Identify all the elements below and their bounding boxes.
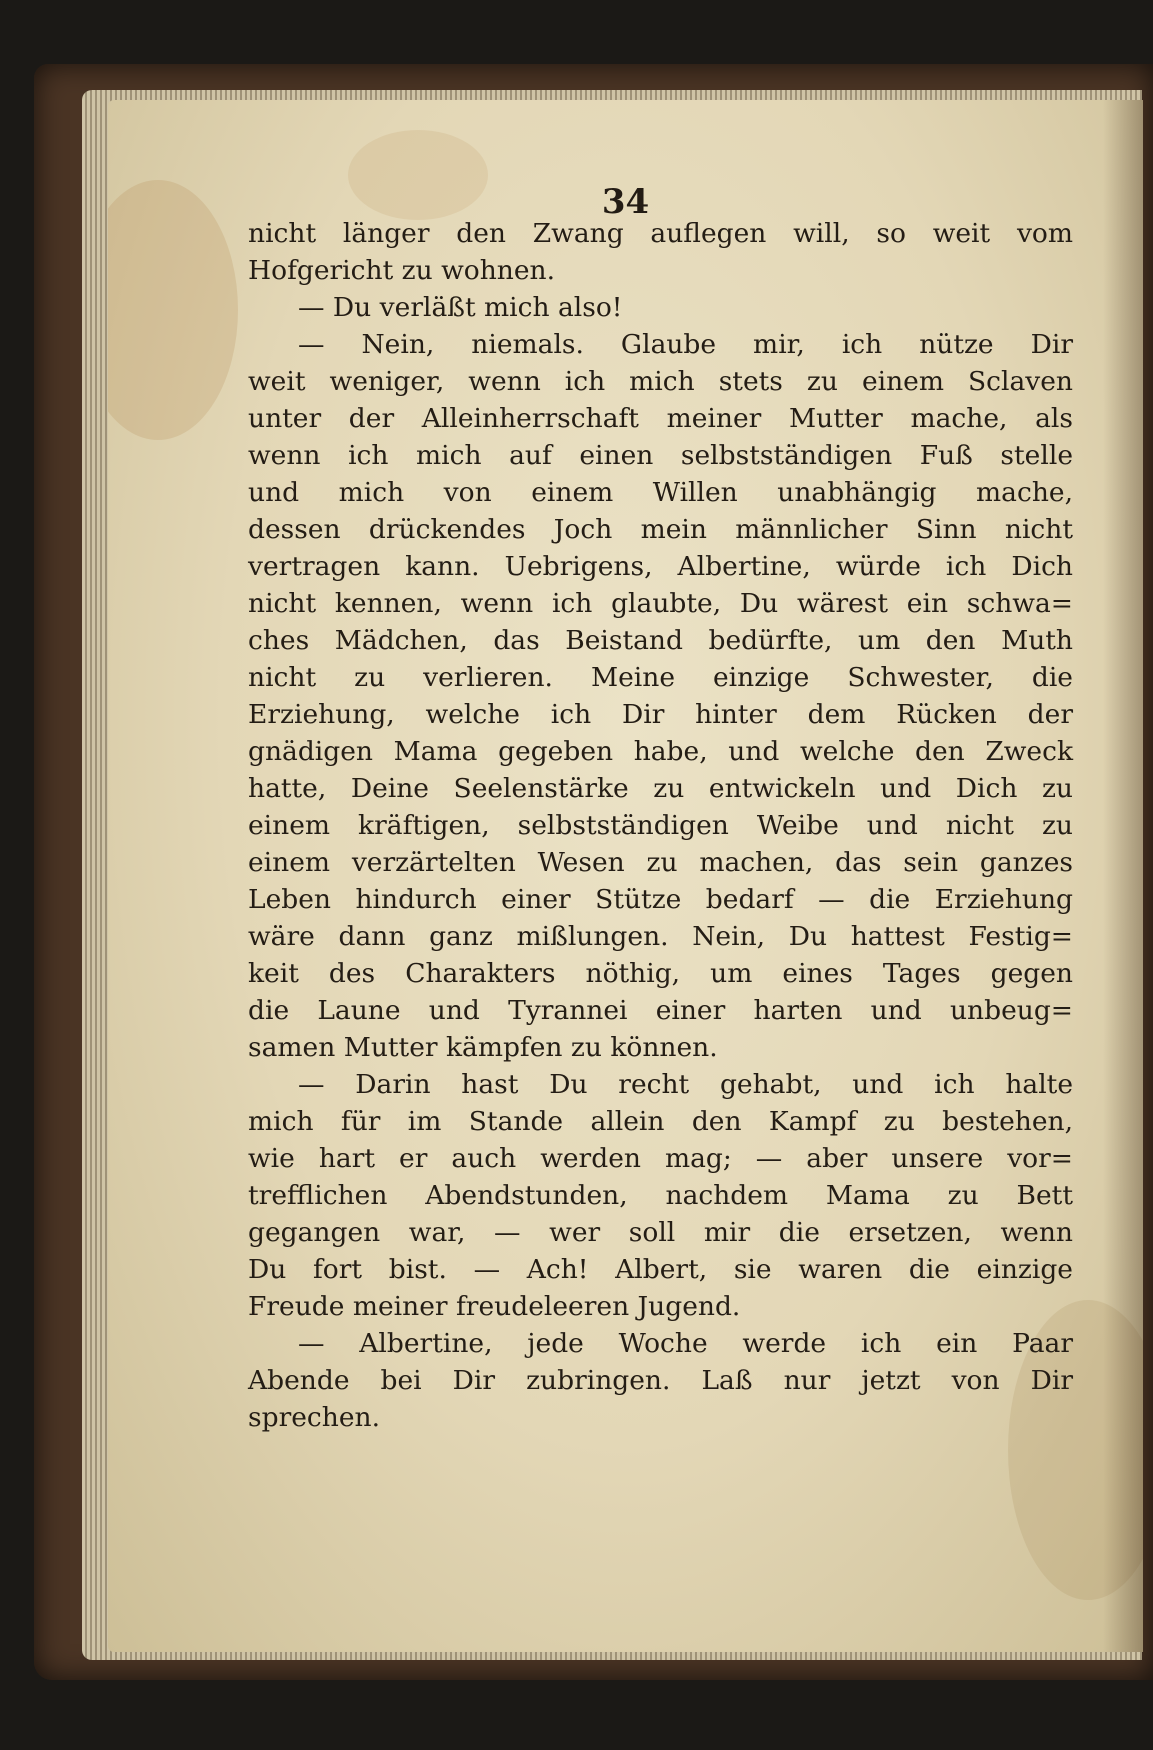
text-line: sprechen. (248, 1402, 380, 1433)
page-number: 34 (601, 182, 650, 222)
text-line: wenn ich mich auf einen selbstständigen Fuß stelle (248, 440, 1073, 471)
text-line: — Albertine, jede Woche werde ich ein Paar (298, 1328, 1073, 1359)
text-line: Hofgericht zu wohnen. (248, 255, 556, 286)
text-line: trefflichen Abendstunden, nachdem Mama zu Bett (248, 1180, 1073, 1211)
text-line: keit des Charakters nöthig, um eines Tages gegen (248, 958, 1073, 989)
text-line: Leben hindurch einer Stütze bedarf — die Erziehung (248, 884, 1073, 915)
text-line: Erziehung, welche ich Dir hinter dem Rücken der (248, 699, 1073, 730)
text-line: wie hart er auch werden mag; — aber unsere vor= (248, 1143, 1073, 1174)
text-line: einem verzärtelten Wesen zu machen, das sein ganzes (248, 847, 1073, 878)
text-line: gegangen war, — wer soll mir die ersetzen, wenn (248, 1217, 1073, 1248)
text-line: — Du verläßt mich also! (298, 292, 623, 323)
text-line: — Darin hast Du recht gehabt, und ich halte (298, 1069, 1073, 1100)
text-line: gnädigen Mama gegeben habe, und welche den Zweck (248, 736, 1073, 767)
text-line: nicht länger den Zwang auflegen will, so weit vom (248, 218, 1073, 249)
text-line: nicht kennen, wenn ich glaubte, Du wärest ein schwa= (248, 588, 1073, 619)
text-line: die Laune und Tyrannei einer harten und unbeug= (248, 995, 1073, 1026)
text-line: unter der Alleinherrschaft meiner Mutter mache, als (248, 403, 1073, 434)
text-line: dessen drückendes Joch mein männlicher Sinn nicht (248, 514, 1073, 545)
text-line: hatte, Deine Seelenstärke zu entwickeln und Dich zu (248, 773, 1073, 804)
text-line: Abende bei Dir zubringen. Laß nur jetzt von Dir (248, 1365, 1073, 1396)
body-text (248, 218, 1073, 1652)
text-line: weit weniger, wenn ich mich stets zu einem Sclaven (248, 366, 1073, 397)
text-line: nicht zu verlieren. Meine einzige Schwester, die (248, 662, 1073, 693)
text-line: mich für im Stande allein den Kampf zu bestehen, (248, 1106, 1073, 1137)
gutter-shadow (1103, 100, 1143, 1652)
text-line: ches Mädchen, das Beistand bedürfte, um den Muth (248, 625, 1073, 656)
text-line: samen Mutter kämpfen zu können. (248, 1032, 718, 1063)
text-line: — Nein, niemals. Glaube mir, ich nütze Dir (298, 329, 1073, 360)
text-line: vertragen kann. Uebrigens, Albertine, würde ich Dich (248, 551, 1073, 582)
text-line: Du fort bist. — Ach! Albert, sie waren die einzige (248, 1254, 1073, 1285)
text-line: einem kräftigen, selbstständigen Weibe und nicht zu (248, 810, 1073, 841)
text-line: und mich von einem Willen unabhängig mache, (248, 477, 1073, 508)
text-line: wäre dann ganz mißlungen. Nein, Du hattest Festig= (248, 921, 1073, 952)
book-page (108, 100, 1143, 1652)
text-line: Freude meiner freudeleeren Jugend. (248, 1291, 741, 1322)
